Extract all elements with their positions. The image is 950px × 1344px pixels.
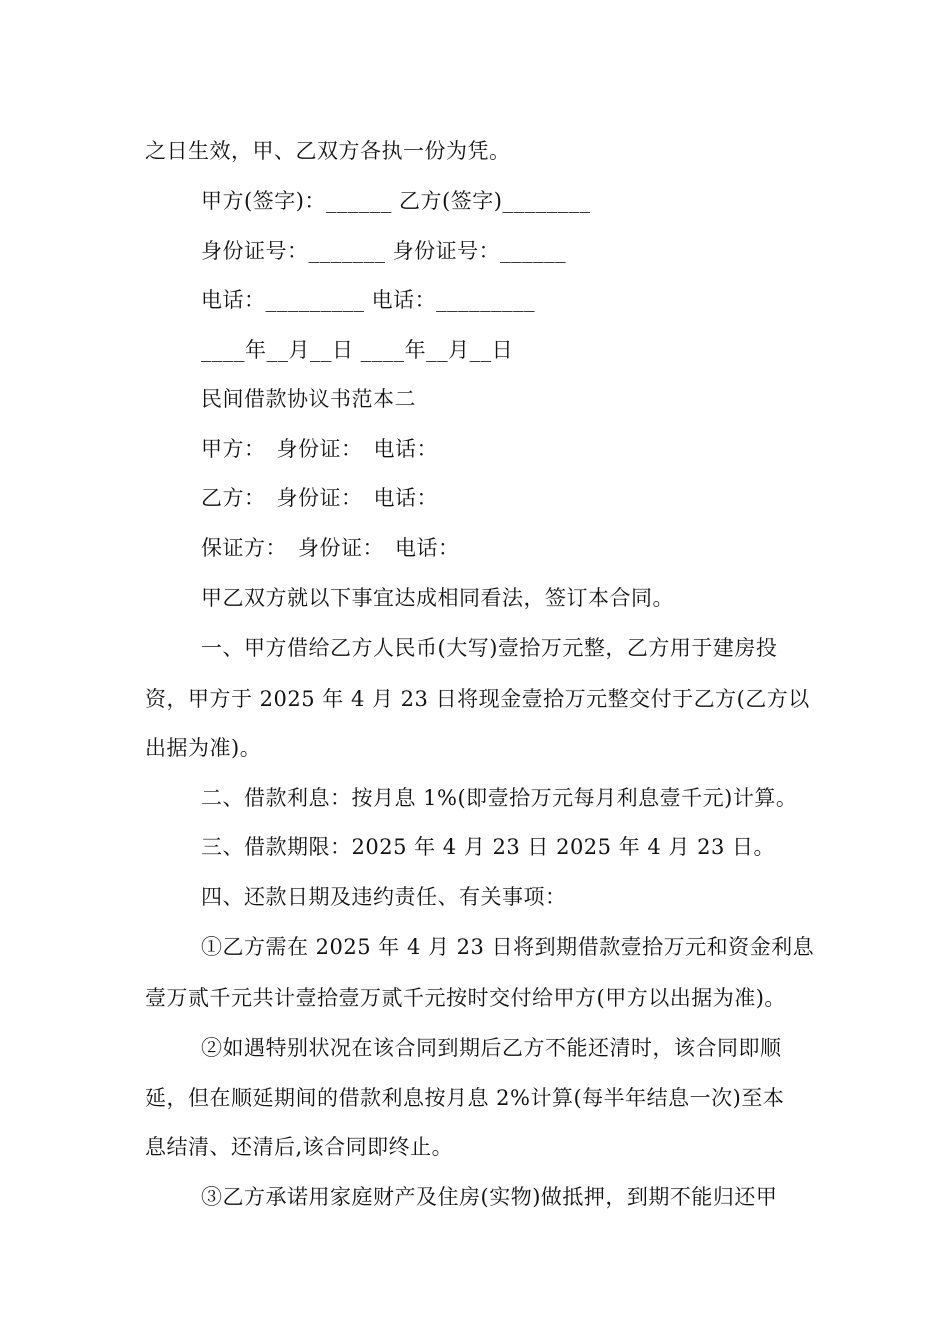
clause-4-item-line: ②如遇特别状况在该合同到期后乙方不能还清时，该合同即顺 — [201, 1036, 782, 1060]
clause-4-item-line: ③乙方承诺用家庭财产及住房(实物)做抵押，到期不能归还甲 — [201, 1185, 778, 1209]
signature-line-id: 身份证号：_______ 身份证号：______ — [201, 239, 567, 263]
clause-3-line: 三、借款期限：2025 年 4 月 23 日 2025 年 4 月 23 日。 — [201, 835, 775, 859]
clause-4-item-line: 壹万贰千元共计壹拾壹万贰千元按时交付给甲方(甲方以出据为准)。 — [145, 986, 786, 1010]
clause-1-line: 出据为准)。 — [145, 736, 262, 760]
signature-line-parties: 甲方(签字)：______ 乙方(签字)________ — [201, 189, 591, 213]
signature-line-phone: 电话：_________ 电话：_________ — [201, 288, 536, 312]
party-a-info: 甲方： 身份证： 电话： — [201, 437, 438, 461]
clause-4-item-line: 延，但在顺延期间的借款利息按月息 2%计算(每半年结息一次)至本 — [145, 1086, 785, 1110]
clause-1-line: 一、甲方借给乙方人民币(大写)壹拾万元整，乙方用于建房投 — [201, 636, 778, 660]
clause-4-title: 四、还款日期及违约责任、有关事项： — [201, 885, 567, 909]
signature-line-date: ____年__月__日 ____年__月__日 — [201, 338, 514, 362]
paragraph-line: 甲乙双方就以下事宜达成相同看法，签订本合同。 — [201, 586, 674, 610]
guarantor-info: 保证方： 身份证： 电话： — [201, 536, 460, 560]
party-b-info: 乙方： 身份证： 电话： — [201, 486, 438, 510]
clause-4-item-line: 息结清、还清后,该合同即终止。 — [145, 1135, 454, 1159]
clause-4-item-line: ①乙方需在 2025 年 4 月 23 日将到期借款壹拾万元和资金利息 — [201, 935, 815, 959]
section-title: 民间借款协议书范本二 — [201, 387, 416, 411]
paragraph-line: 之日生效，甲、乙双方各执一份为凭。 — [145, 139, 511, 163]
clause-2-line: 二、借款利息：按月息 1%(即壹拾万元每月利息壹千元)计算。 — [201, 786, 798, 810]
clause-1-line: 资，甲方于 2025 年 4 月 23 日将现金壹拾万元整交付于乙方(乙方以 — [145, 687, 810, 711]
